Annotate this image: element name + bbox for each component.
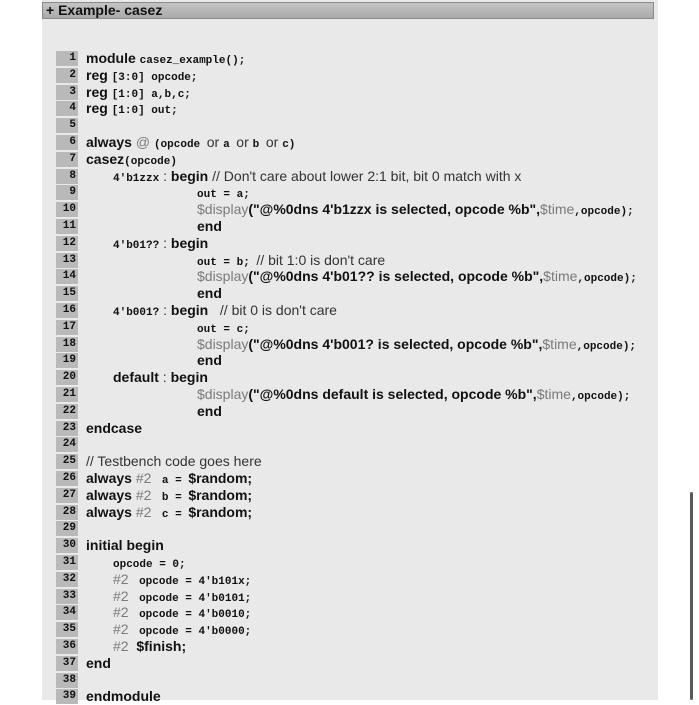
code-token: or <box>265 134 283 150</box>
code-token: [1:0] a,b,c; <box>111 88 191 101</box>
code-token: (opcode) <box>124 155 177 168</box>
code-token: : <box>159 167 171 184</box>
code-line <box>56 504 656 521</box>
code-token: ,opcode); <box>577 273 637 286</box>
code-text <box>86 420 142 437</box>
code-line <box>56 201 656 218</box>
code-token: endmodule <box>86 688 161 705</box>
code-token: $time <box>543 268 578 285</box>
line-number: 9 <box>56 185 78 200</box>
code-token: end <box>197 402 222 419</box>
code-token: b <box>252 139 266 151</box>
code-token: out = b; <box>197 256 257 269</box>
code-text <box>197 403 222 420</box>
code-token: end <box>86 654 111 671</box>
code-token: // Testbench code goes here <box>86 453 262 470</box>
code-line <box>56 638 656 655</box>
code-token: 4'b1zzx <box>113 172 160 185</box>
code-token: // bit 1:0 is don't care <box>256 251 386 268</box>
code-line <box>56 621 656 638</box>
code-token: out = c; <box>197 323 250 336</box>
code-token: $random; <box>188 503 253 520</box>
code-token: always <box>86 470 136 486</box>
code-line <box>56 436 656 453</box>
code-line <box>56 168 656 185</box>
code-token: [1:0] out; <box>111 105 178 118</box>
code-token: begin <box>170 167 213 184</box>
line-number: 24 <box>56 437 78 452</box>
code-line <box>56 252 656 269</box>
code-token: always <box>86 134 136 150</box>
code-line <box>56 117 656 134</box>
line-number: 25 <box>56 454 78 469</box>
code-token: begin <box>170 369 208 386</box>
code-token: c = <box>155 508 189 521</box>
line-number: 3 <box>56 85 78 100</box>
line-number: 10 <box>56 202 78 217</box>
code-line <box>56 319 656 336</box>
code-text <box>86 537 164 554</box>
code-token: $display <box>197 268 249 285</box>
code-line <box>56 302 656 319</box>
line-number: 2 <box>56 68 78 83</box>
line-number: 6 <box>56 135 78 150</box>
code-token: opcode = 4'b0101; <box>132 592 252 605</box>
code-token: $random; <box>188 470 253 486</box>
example-title-bar[interactable] <box>42 2 654 19</box>
code-token: begin <box>170 302 213 318</box>
code-token: always <box>86 503 136 520</box>
code-token: // Don't care about lower 2:1 bit, bit 0 match with x <box>212 167 522 184</box>
code-line <box>56 50 656 67</box>
line-number: 30 <box>56 538 78 553</box>
code-token: opcode = 0; <box>113 559 186 571</box>
line-number: 21 <box>56 387 78 402</box>
code-text <box>113 369 208 386</box>
code-token: always <box>86 486 136 503</box>
code-token: b = <box>155 491 189 504</box>
code-token: $time <box>536 386 571 402</box>
code-text <box>197 218 222 235</box>
code-line <box>56 369 656 386</box>
line-number: 35 <box>56 622 78 637</box>
code-token: or <box>236 134 253 150</box>
code-line <box>56 588 656 605</box>
code-line <box>56 184 656 201</box>
code-token: // bit 0 is don't care <box>212 302 337 318</box>
code-token: end <box>197 352 222 369</box>
code-line <box>56 268 656 285</box>
line-number: 19 <box>56 353 78 368</box>
code-line <box>56 134 656 151</box>
line-number: 17 <box>56 320 78 335</box>
code-token: $finish; <box>132 638 187 654</box>
code-line <box>56 403 656 420</box>
line-number: 8 <box>56 169 78 184</box>
code-line <box>56 218 656 235</box>
code-token: #2 <box>113 587 133 604</box>
code-text <box>113 638 186 655</box>
code-token: ,opcode); <box>570 391 631 403</box>
code-line <box>56 386 656 403</box>
code-token: #2 <box>135 470 156 486</box>
code-token: $display <box>197 386 249 402</box>
code-line <box>56 604 656 621</box>
code-token: endcase <box>86 419 143 436</box>
line-number: 4 <box>56 101 78 116</box>
line-number: 39 <box>56 689 78 704</box>
code-token: out = a; <box>197 189 250 202</box>
line-number: 20 <box>56 370 78 385</box>
code-token: ("@%0dns default is selected, opcode %b", <box>248 386 537 402</box>
code-token: opcode = 4'b101x; <box>132 575 252 588</box>
code-token: : <box>158 369 171 386</box>
code-token: [3:0] opcode; <box>111 71 198 84</box>
line-number: 1 <box>56 51 78 66</box>
code-token: ,opcode); <box>574 206 634 219</box>
code-line <box>56 537 656 554</box>
line-number: 36 <box>56 639 78 654</box>
code-line <box>56 84 656 101</box>
code-text <box>86 655 111 672</box>
line-number: 12 <box>56 236 78 251</box>
code-token: #2 <box>135 503 156 520</box>
code-token: $display <box>197 201 249 218</box>
code-line <box>56 336 656 353</box>
line-number: 15 <box>56 286 78 301</box>
line-number: 16 <box>56 303 78 318</box>
line-number: 29 <box>56 521 78 536</box>
code-line <box>56 470 656 487</box>
line-number: 38 <box>56 673 78 688</box>
code-token: $time <box>542 335 577 352</box>
code-token: end <box>197 285 222 302</box>
code-token: $display <box>197 335 249 352</box>
code-line <box>56 453 656 470</box>
code-text <box>86 688 161 705</box>
code-token: : <box>159 302 171 318</box>
code-token: @ <box>135 134 154 150</box>
line-number: 5 <box>56 118 78 133</box>
code-token: reg <box>86 100 112 117</box>
line-number: 37 <box>56 656 78 671</box>
code-token: a = <box>155 475 189 487</box>
code-token: module <box>86 50 140 66</box>
code-line <box>56 67 656 84</box>
code-token: reg <box>86 66 112 83</box>
code-line <box>56 520 656 537</box>
code-token: #2 <box>113 604 133 621</box>
code-token: ,opcode); <box>576 340 637 353</box>
code-line <box>56 420 656 437</box>
code-token: initial begin <box>86 537 164 554</box>
line-number: 14 <box>56 269 78 284</box>
line-number: 32 <box>56 572 78 587</box>
code-line <box>56 554 656 571</box>
code-line <box>56 352 656 369</box>
example-title: + Example- casez <box>46 2 163 18</box>
line-number: 18 <box>56 337 78 352</box>
code-line <box>56 571 656 588</box>
code-example-panel <box>42 0 658 705</box>
code-token: casez <box>86 150 125 167</box>
code-line <box>56 100 656 117</box>
code-line <box>56 655 656 672</box>
code-line <box>56 285 656 302</box>
line-number: 34 <box>56 605 78 620</box>
code-token: opcode = 4'b0000; <box>132 626 252 639</box>
line-number: 26 <box>56 471 78 486</box>
code-token: begin <box>170 234 209 251</box>
code-line <box>56 672 656 689</box>
line-number: 27 <box>56 488 78 503</box>
code-token: (opcode <box>153 139 207 151</box>
line-number: 7 <box>56 152 78 167</box>
code-token: end <box>197 218 222 234</box>
code-token: c) <box>282 139 296 151</box>
line-number: 31 <box>56 555 78 570</box>
line-number: 23 <box>56 421 78 436</box>
code-token: casez_example(); <box>139 55 246 67</box>
line-number: 28 <box>56 505 78 520</box>
vertical-scrollbar[interactable] <box>690 492 693 700</box>
code-line <box>56 688 656 705</box>
code-token: : <box>159 234 171 251</box>
code-line <box>56 487 656 504</box>
code-token: ("@%0dns 4'b001? is selected, opcode %b", <box>248 335 543 352</box>
code-token: opcode = 4'b0010; <box>132 609 252 622</box>
code-token: #2 <box>113 638 133 654</box>
code-token: $random; <box>188 486 253 503</box>
code-text <box>197 285 222 302</box>
code-token: default <box>113 369 159 386</box>
code-text <box>86 453 262 470</box>
code-token: 4'b001? <box>113 307 160 319</box>
line-number: 11 <box>56 219 78 234</box>
code-token: or <box>206 134 224 150</box>
code-token: #2 <box>135 486 156 503</box>
code-text <box>197 352 222 369</box>
code-token: ("@%0dns 4'b1zzx is selected, opcode %b", <box>248 201 541 218</box>
code-token: reg <box>86 83 112 100</box>
code-token: 4'b01?? <box>113 239 160 252</box>
line-number: 33 <box>56 589 78 604</box>
code-token: $time <box>540 201 575 218</box>
code-line <box>56 151 656 168</box>
code-token: a <box>223 139 237 151</box>
code-line <box>56 235 656 252</box>
line-number: 13 <box>56 253 78 268</box>
code-token: ("@%0dns 4'b01?? is selected, opcode %b", <box>248 268 544 285</box>
code-token: #2 <box>113 621 133 638</box>
code-token: #2 <box>113 570 133 587</box>
line-number: 22 <box>56 404 78 419</box>
